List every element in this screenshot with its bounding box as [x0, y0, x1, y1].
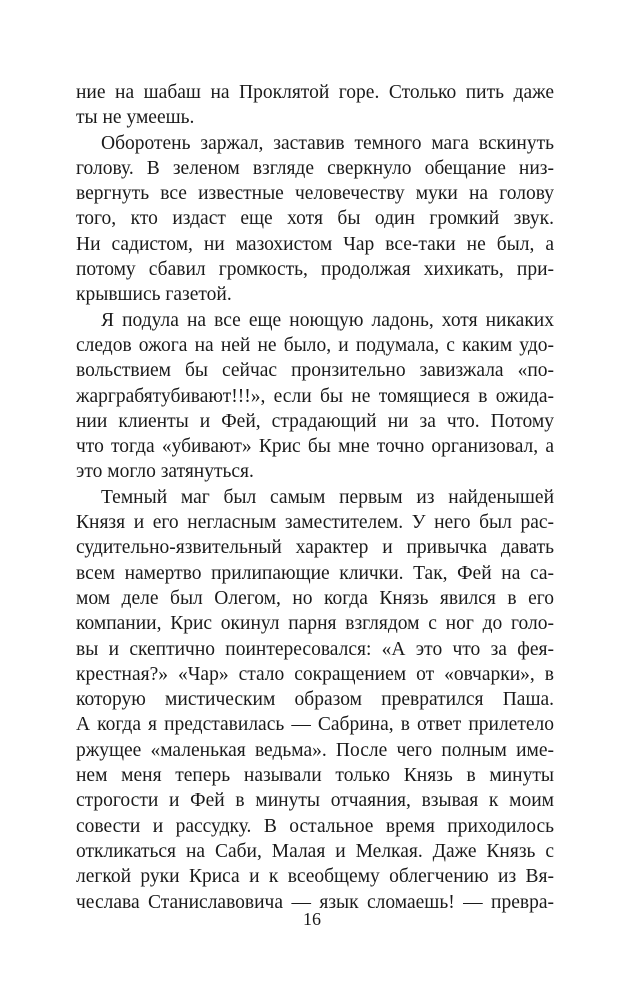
- text-line: нии клиенты и Фей, страдающий ни за что. Потому: [76, 410, 554, 432]
- text-line: Оборотень заржал, заставив темного мага вскинуть: [101, 132, 554, 154]
- text-line: откликаться на Саби, Малая и Мелкая. Даже Князь с: [76, 840, 554, 862]
- text-line: ржущее «маленькая ведьма». После чего полным име-: [76, 739, 554, 761]
- text-line: Я подула на все еще ноющую ладонь, хотя никаких: [101, 309, 554, 331]
- page-number: 16: [303, 909, 321, 929]
- text-line: строгости и Фей в минуты отчаяния, взывая к моим: [76, 790, 554, 812]
- text-line: ты не умеешь.: [76, 107, 195, 129]
- text-line: Князя и его негласным заместителем. У него был рас-: [76, 512, 554, 534]
- text-line: это могло затянуться.: [76, 461, 254, 483]
- text-line: ние на шабаш на Проклятой горе. Столько пить даже: [76, 82, 554, 103]
- text-line: крестная?» «Чар» стало сокращением от «овчарки», в: [76, 663, 554, 685]
- text-line: что тогда «убивают» Крис бы мне точно организовал, а: [76, 436, 554, 458]
- text-line: вольствием бы сейчас пронзительно завизжала «по-: [76, 360, 554, 382]
- text-line: того, кто издаст еще хотя бы один громкий звук.: [76, 208, 554, 230]
- text-line: Темный маг был самым первым из найденышей: [101, 486, 554, 508]
- text-line: голову. В зеленом взгляде сверкнуло обещание низ-: [76, 157, 554, 179]
- text-line: следов ожога на ней не было, и подумала, с каким удо-: [76, 334, 554, 356]
- text-line: крывшись газетой.: [76, 284, 232, 306]
- text-line: мом деле был Олегом, но когда Князь явился в его: [76, 587, 554, 609]
- text-line: чеслава Станиславовича — язык сломаешь! — превра-: [76, 891, 554, 913]
- text-line: жарграбятубивают!!!», если бы не томящиеся в ожида-: [76, 385, 554, 407]
- text-line: потому сбавил громкость, продолжая хихикать, при-: [76, 259, 554, 281]
- text-line: которую мистическим образом превратился Паша.: [76, 689, 554, 711]
- text-line: судительно-язвительный характер и привычка давать: [76, 537, 554, 559]
- text-line: компании, Крис окинул парня взглядом с ног до голо-: [76, 613, 554, 635]
- text-line: Ни садистом, ни мазохистом Чар все-таки не был, а: [76, 233, 554, 255]
- text-line: всем намертво прилипающие клички. Так, Фей на са-: [76, 562, 554, 584]
- text-line: нем меня теперь называли только Князь в минуты: [76, 765, 554, 787]
- text-line: вергнуть все известные человечеству муки на голову: [76, 183, 554, 205]
- text-line: А когда я представилась — Сабрина, в ответ прилетело: [76, 714, 554, 736]
- paragraph: [76, 485, 554, 915]
- text-line: вы и скептично поинтересовался: «А это что за фея-: [76, 638, 554, 660]
- paragraph: [76, 131, 554, 308]
- paragraph: [76, 80, 554, 131]
- text-line: совести и рассудку. В остальное время приходилось: [76, 815, 554, 837]
- book-page-text: [76, 80, 554, 915]
- paragraph: [76, 308, 554, 485]
- text-line: легкой руки Криса и к всеобщему облегчению из Вя-: [76, 866, 554, 888]
